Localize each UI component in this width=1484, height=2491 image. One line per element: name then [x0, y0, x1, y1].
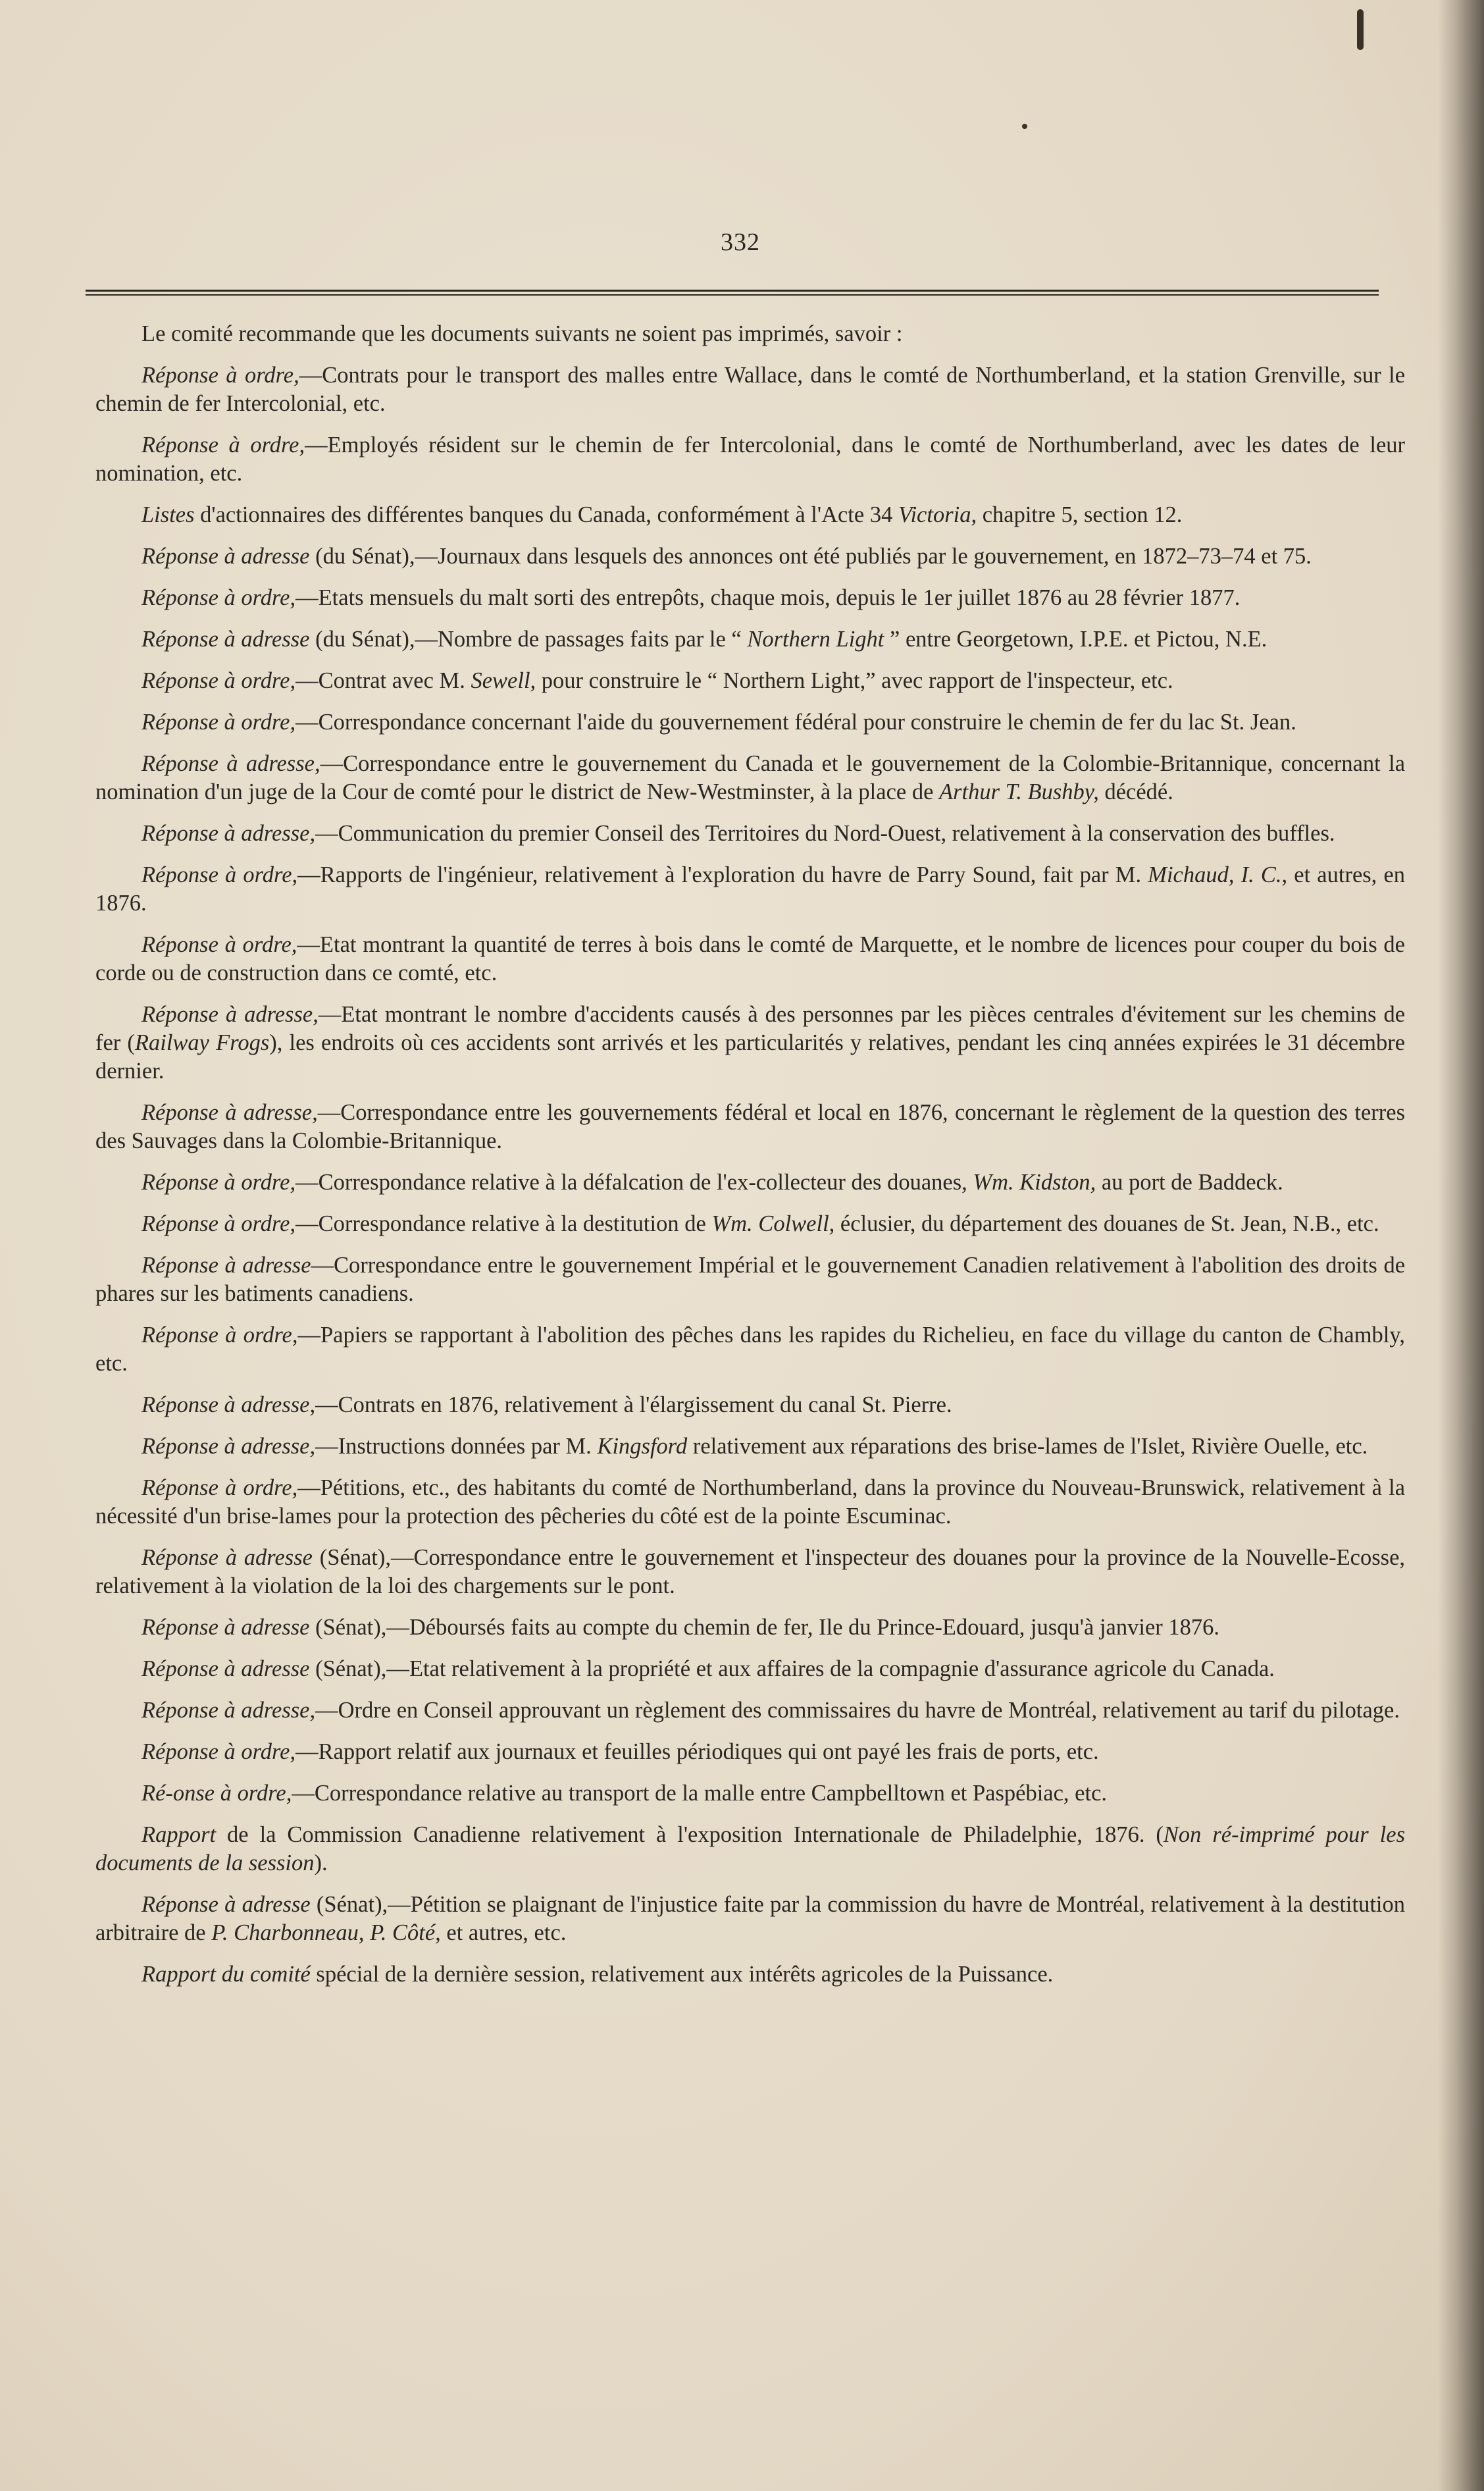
entry-paragraph	[95, 1474, 1405, 1531]
document-body	[95, 320, 1405, 2002]
entry-lead: Réponse à ordre,	[141, 433, 305, 458]
entry-lead: Réponse à adresse,	[141, 1392, 316, 1417]
entry-paragraph	[95, 501, 1405, 529]
entry-lead: Réponse à adresse,	[141, 751, 320, 776]
entry-text: —Correspondance relative à la défalcation de l'ex-collecteur des douanes,	[295, 1170, 973, 1195]
entry-lead: Réponse à ordre,	[141, 668, 296, 693]
entry-text: —Correspondance relative à la destitution de	[295, 1211, 712, 1236]
entry-text: —Instructions données par M.	[315, 1434, 598, 1459]
entry-lead: Listes	[141, 502, 195, 527]
entry-text-continued: chapitre 5, section 12.	[977, 502, 1183, 527]
entry-paragraph	[95, 820, 1405, 848]
entry-text: —Employés résident sur le chemin de fer Intercolonial, dans le comté de Northumberland, avec les dates de leur nomination, etc.	[95, 433, 1405, 486]
entry-text-continued: pour construire le “ Northern Light,” avec rapport de l'inspecteur, etc.	[536, 668, 1173, 693]
entry-lead: Réponse à adresse	[141, 1892, 311, 1917]
entry-text: —Etat montrant la quantité de terres à bois dans le comté de Marquette, et le nombre de licences pour couper du bois de corde ou de construction dans ce comté, etc.	[95, 932, 1405, 985]
entry-text-continued: au port de Baddeck.	[1096, 1170, 1283, 1195]
entry-lead: Réponse à ordre,	[141, 710, 296, 735]
entry-text: d'actionnaires des différentes banques du Canada, conformément à l'Acte 34	[194, 502, 898, 527]
entry-lead: Réponse à adresse	[141, 544, 310, 569]
entry-text-continued: et autres, etc.	[440, 1920, 567, 1945]
entry-italic: Railway Frogs	[134, 1030, 270, 1055]
entry-lead: Réponse à adresse	[141, 1615, 310, 1640]
entry-text: —Etats mensuels du malt sorti des entrepôts, chaque mois, depuis le 1er juillet 1876 au 28 février 1877.	[295, 585, 1241, 610]
entry-italic: Wm. Colwell,	[711, 1211, 835, 1236]
entry-italic: Sewell,	[471, 668, 536, 693]
entry-lead: Réponse à adresse,	[141, 1100, 318, 1125]
entry-text: —Etat montrant le nombre d'accidents causés à des personnes par les pièces centrales d'évitement sur les chemins de fer (	[95, 1002, 1406, 1055]
entry-text: —Ordre en Conseil approuvant un règlement des commissaires du havre de Montréal, relativement au tarif du pilotage.	[315, 1698, 1400, 1723]
entry-paragraph	[95, 542, 1405, 571]
binding-shadow	[1438, 0, 1484, 2491]
entry-text: —Communication du premier Conseil des Territoires du Nord-Ouest, relativement à la conservation des buffles.	[315, 821, 1335, 846]
entry-text-continued: relativement aux réparations des brise-lames de l'Islet, Rivière Ouelle, etc.	[687, 1434, 1368, 1459]
entry-lead: Ré-onse à ordre,	[141, 1781, 292, 1806]
entry-lead: Réponse à adresse	[141, 1545, 313, 1570]
entry-text: —Correspondance entre le gouvernement du Canada et le gouvernement de la Colombie-Britannique, concernant la nomination d'un juge de la Cour de comté pour le district de New-Westminster, à la place de	[95, 751, 1406, 804]
entry-paragraph	[95, 750, 1405, 806]
ink-speck	[1022, 124, 1027, 129]
entry-lead: Réponse à ordre,	[141, 1475, 298, 1500]
entry-paragraph	[95, 1544, 1405, 1600]
entry-text-continued: ” entre Georgetown, I.P.E. et Pictou, N.E.	[884, 627, 1267, 652]
entry-paragraph	[95, 1168, 1405, 1197]
entry-text: —Correspondance entre les gouvernements fédéral et local en 1876, concernant le règlement de la question des terres des Sauvages dans la Colombie-Britannique.	[95, 1100, 1405, 1153]
entry-text: —Contrats en 1876, relativement à l'élargissement du canal St. Pierre.	[315, 1392, 952, 1417]
entry-text: (Sénat),—Correspondance entre le gouvernement et l'inspecteur des douanes pour la province de la Nouvelle-Ecosse, relativement à la violation de la loi des chargements sur le pont.	[95, 1545, 1406, 1598]
entry-paragraph	[95, 431, 1405, 488]
header-rule	[86, 288, 1379, 298]
entry-text-continued: et autres, en 1876.	[95, 862, 1406, 916]
entry-text: (du Sénat),—Journaux dans lesquels des annonces ont été publiés par le gouvernement, en 1872–73–74 et 75.	[309, 544, 1312, 569]
entry-italic: Kingsford	[597, 1434, 688, 1459]
entry-paragraph	[95, 931, 1405, 987]
entry-lead: Réponse à ordre,	[141, 862, 298, 887]
entry-paragraph	[95, 1321, 1405, 1378]
entries-list	[95, 361, 1405, 1989]
entry-lead: Réponse à ordre,	[141, 363, 299, 388]
entry-italic: Arthur T. Bushby,	[939, 779, 1099, 804]
entry-text-continued: éclusier, du département des douanes de St. Jean, N.B., etc.	[834, 1211, 1379, 1236]
entry-text: —Papiers se rapportant à l'abolition des pêches dans les rapides du Richelieu, en face du village du canton de Chambly, etc.	[95, 1323, 1405, 1376]
entry-paragraph	[95, 1960, 1405, 1989]
entry-paragraph	[95, 667, 1405, 695]
entry-text: —Correspondance concernant l'aide du gouvernement fédéral pour construire le chemin de fer du lac St. Jean.	[295, 710, 1296, 735]
entry-lead: Réponse à ordre,	[141, 1739, 296, 1764]
entry-text-continued: ).	[314, 1850, 328, 1875]
entry-text-continued: décédé.	[1098, 779, 1173, 804]
entry-paragraph	[95, 861, 1405, 918]
entry-text-continued: ), les endroits où ces accidents sont arrivés et les particularités y relatives, pendant les cinq années expirées le 31 décembre dernier.	[95, 1030, 1406, 1084]
entry-paragraph	[95, 1613, 1405, 1642]
entry-paragraph	[95, 625, 1405, 654]
entry-italic: Northern Light	[747, 627, 884, 652]
entry-lead: Réponse à adresse,	[141, 1698, 316, 1723]
entry-lead: Réponse à ordre,	[141, 1170, 296, 1195]
entry-lead: Réponse à ordre,	[141, 1323, 298, 1348]
entry-italic: Victoria,	[898, 502, 977, 527]
entry-text: (Sénat),—Etat relativement à la propriété et aux affaires de la compagnie d'assurance agricole du Canada.	[309, 1656, 1275, 1681]
entry-paragraph	[95, 1099, 1405, 1155]
intro-text-b: savoir :	[829, 321, 903, 346]
entry-text: —Correspondance relative au transport de la malle entre Campbelltown et Paspébiac, etc.	[292, 1781, 1108, 1806]
entry-italic: Michaud, I. C.,	[1148, 862, 1288, 887]
entry-paragraph	[95, 1821, 1405, 1877]
intro-emphasis: ne soient pas imprimés,	[615, 321, 830, 346]
entry-lead: Rapport	[141, 1822, 217, 1847]
entry-paragraph	[95, 708, 1405, 737]
entry-text: de la Commission Canadienne relativement à l'exposition Internationale de Philadelphie, 1876. (	[216, 1822, 1164, 1847]
entry-text: spécial de la dernière session, relativement aux intérêts agricoles de la Puissance.	[310, 1962, 1054, 1987]
entry-paragraph	[95, 1696, 1405, 1725]
entry-lead: Réponse à adresse,	[141, 1002, 319, 1027]
entry-paragraph	[95, 1738, 1405, 1766]
entry-text: —Rapports de l'ingénieur, relativement à l'exploration du havre de Parry Sound, fait par M.	[297, 862, 1148, 887]
entry-lead: Réponse à adresse,	[141, 1434, 316, 1459]
entry-italic: P. Charbonneau, P. Côté,	[211, 1920, 441, 1945]
entry-text: (du Sénat),—Nombre de passages faits par le “	[309, 627, 748, 652]
entry-text: —Contrat avec M.	[295, 668, 471, 693]
entry-lead: Rapport du comité	[141, 1962, 311, 1987]
entry-text: —Contrats pour le transport des malles entre Wallace, dans le comté de Northumberland, et la station Grenville, sur le chemin de fer Intercolonial, etc.	[95, 363, 1406, 416]
entry-paragraph	[95, 361, 1405, 418]
entry-paragraph	[95, 1655, 1405, 1683]
entry-lead: Réponse à adresse	[141, 1656, 310, 1681]
entry-italic: Wm. Kidston,	[973, 1170, 1096, 1195]
entry-paragraph	[95, 1891, 1405, 1947]
entry-text: —Rapport relatif aux journaux et feuilles périodiques qui ont payé les frais de ports, etc.	[295, 1739, 1099, 1764]
entry-text: (Sénat),—Déboursés faits au compte du chemin de fer, Ile du Prince-Edouard, jusqu'à janvier 1876.	[309, 1615, 1219, 1640]
entry-paragraph	[95, 1251, 1405, 1308]
entry-lead: Réponse à ordre,	[141, 932, 297, 957]
entry-paragraph	[95, 1391, 1405, 1419]
entry-text: —Pétitions, etc., des habitants du comté de Northumberland, dans la province du Nouveau-Brunswick, relativement à la nécessité d'un brise-lames pour la protection des pêcheries du côté est de la pointe Escuminac.	[95, 1475, 1406, 1529]
entry-text: (Sénat),—Pétition se plaignant de l'injustice faite par la commission du havre de Montréal, relativement à la destitution arbitraire de	[95, 1892, 1406, 1945]
entry-lead: Réponse à adresse	[141, 1253, 311, 1278]
entry-lead: Réponse à ordre,	[141, 1211, 296, 1236]
entry-paragraph	[95, 584, 1405, 612]
entry-paragraph	[95, 1210, 1405, 1238]
entry-lead: Réponse à adresse,	[141, 821, 316, 846]
entry-paragraph	[95, 1001, 1405, 1086]
entry-paragraph	[95, 1779, 1405, 1808]
intro-lead: Le comité	[141, 321, 233, 346]
intro-paragraph	[95, 320, 1405, 348]
ink-mark	[1357, 9, 1364, 50]
entry-lead: Réponse à ordre,	[141, 585, 296, 610]
entry-italic: Non ré-imprimé pour les documents de la session	[95, 1822, 1405, 1875]
page-number: 332	[721, 228, 760, 256]
entry-text: —Correspondance entre le gouvernement Impérial et le gouvernement Canadien relativement à l'abolition des droits de phares sur les batiments canadiens.	[95, 1253, 1406, 1306]
intro-text-a: recommande que les documents suivants	[232, 321, 615, 346]
entry-paragraph	[95, 1432, 1405, 1461]
entry-lead: Réponse à adresse	[141, 627, 310, 652]
